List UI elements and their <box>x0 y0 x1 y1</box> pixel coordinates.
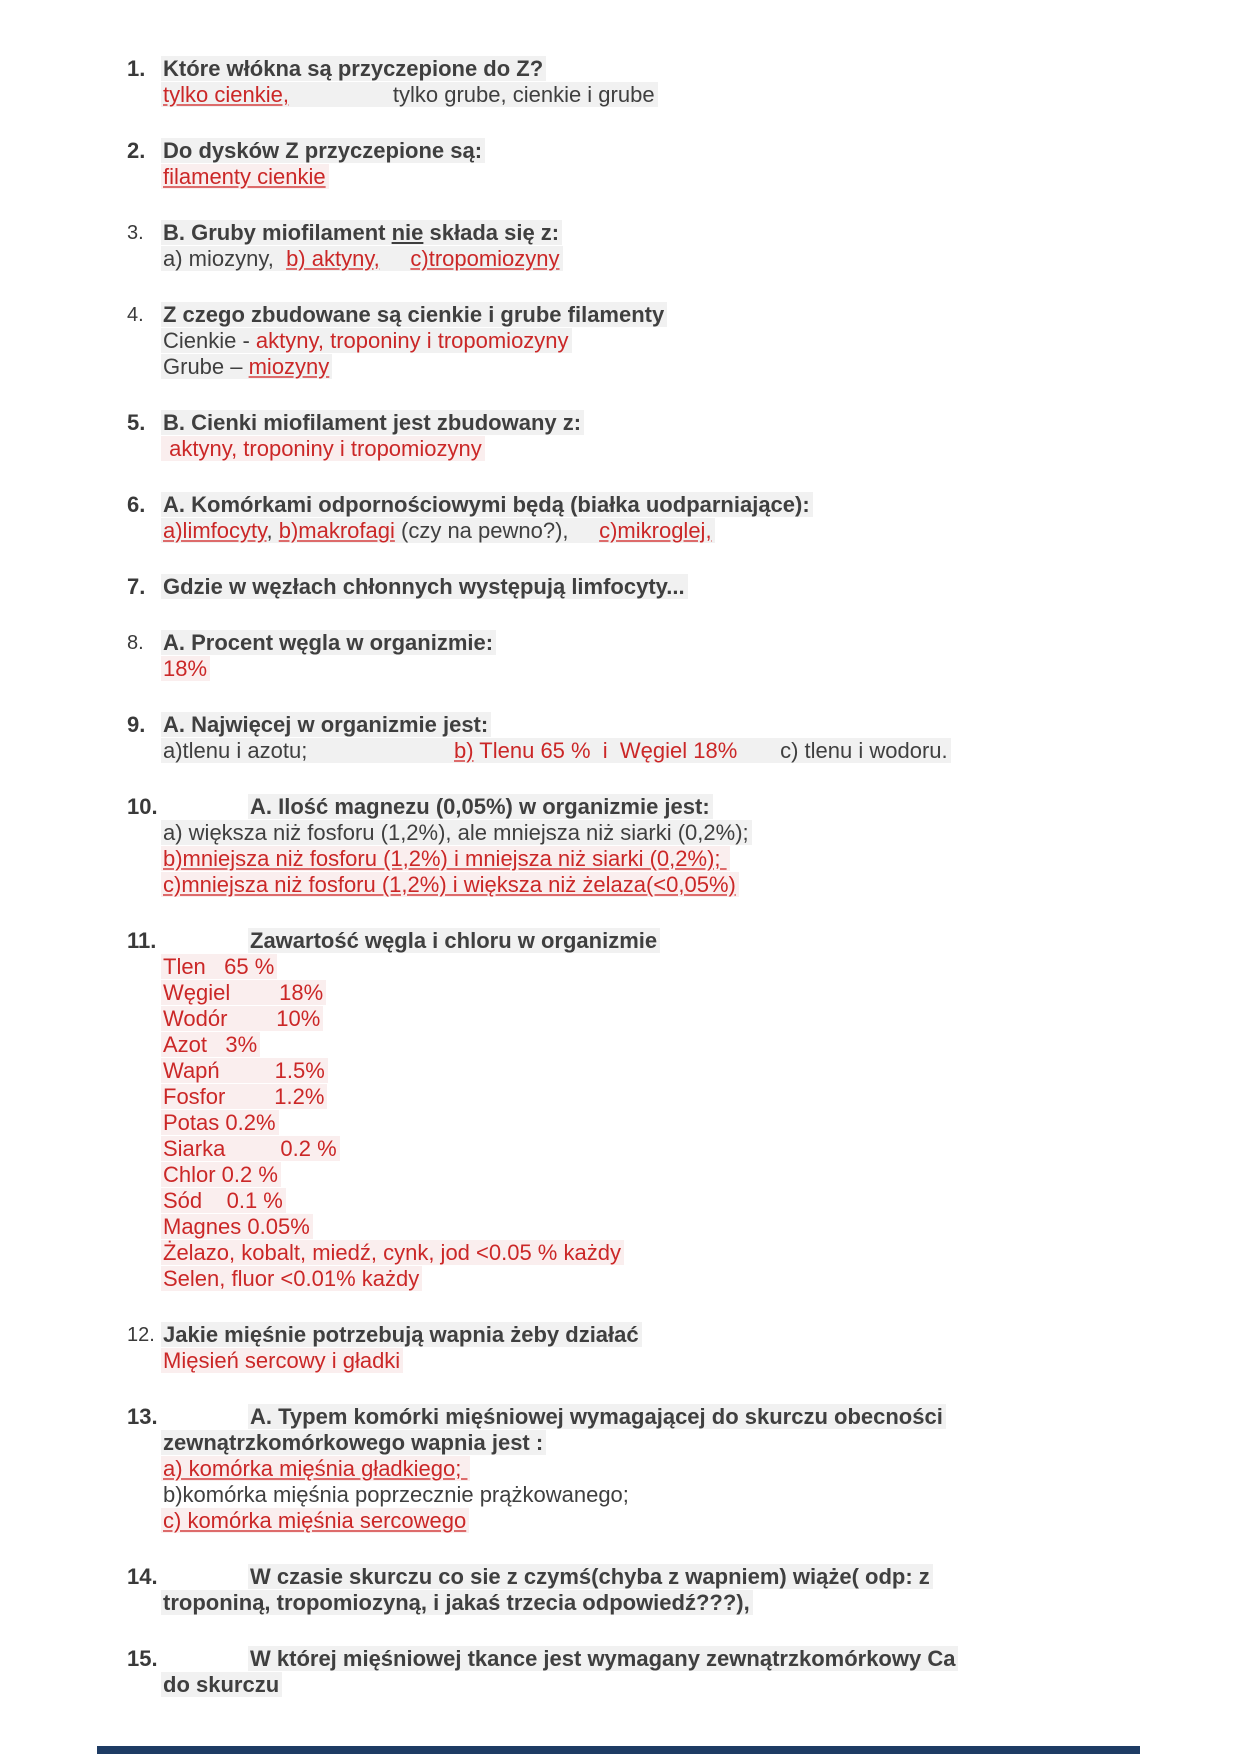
answer-line <box>163 436 482 461</box>
text-line <box>127 738 955 764</box>
text-segment: Jakie mięśnie potrzebują wapnia żeby działać <box>163 1322 639 1347</box>
question-number: 7. <box>127 574 146 599</box>
answer-line <box>163 1482 629 1507</box>
text-line <box>127 302 955 328</box>
answer-line <box>163 328 569 353</box>
answer-line <box>163 1508 466 1533</box>
question-item <box>127 1646 955 1698</box>
text-segment: Z czego zbudowane są cienkie i grube filamenty <box>163 302 665 327</box>
question-number: 2. <box>127 138 146 163</box>
answer-line <box>163 164 326 189</box>
text-line <box>127 1646 955 1672</box>
question-title <box>163 302 664 327</box>
text-line <box>127 1348 955 1374</box>
text-segment: zewnątrzkomórkowego wapnia jest : <box>163 1430 544 1455</box>
question-title <box>163 1430 543 1455</box>
text-line <box>127 1564 955 1590</box>
question-title <box>163 1322 639 1347</box>
text-line <box>127 1240 955 1266</box>
text-line <box>127 954 955 980</box>
answer-line <box>163 1162 278 1187</box>
question-title <box>163 138 482 163</box>
text-segment: A. Typem komórki mięśniowej wymagającej do skurczu obecności <box>250 1404 943 1429</box>
question-number: 6. <box>127 492 146 517</box>
answer-line <box>163 1032 257 1057</box>
text-segment: Żelazo, kobalt, miedź, cynk, jod <0.05 % każdy <box>163 1240 621 1265</box>
text-line <box>127 410 955 436</box>
text-line <box>127 164 955 190</box>
text-segment: c) komórka mięśnia sercowego <box>163 1508 467 1533</box>
question-item <box>127 56 955 108</box>
question-item <box>127 1564 955 1616</box>
text-line <box>127 1430 955 1456</box>
text-line <box>127 712 955 738</box>
question-item <box>127 138 955 190</box>
text-segment: Magnes 0.05% <box>163 1214 310 1239</box>
question-title <box>163 410 581 435</box>
text-line <box>127 246 955 272</box>
answer-line <box>163 1188 283 1213</box>
text-segment: Gdzie w węzłach chłonnych występują limfocyty... <box>163 574 685 599</box>
question-number: 13. <box>127 1404 158 1429</box>
text-line <box>127 1110 955 1136</box>
answer-line <box>163 354 329 379</box>
text-segment <box>737 738 780 763</box>
question-title <box>250 928 657 953</box>
text-segment: tylko cienkie, <box>163 82 289 107</box>
question-item <box>127 1404 955 1534</box>
text-segment <box>289 82 393 107</box>
answer-line <box>163 1058 325 1083</box>
question-number: 14. <box>127 1564 158 1589</box>
text-segment: filamenty cienkie <box>163 164 326 189</box>
text-segment: , <box>266 518 279 543</box>
text-segment: Sód 0.1 % <box>163 1188 283 1213</box>
text-segment: W której mięśniowej tkance jest wymagany zewnątrzkomórkowy Ca <box>250 1646 956 1671</box>
question-number: 10. <box>127 794 158 819</box>
question-title <box>163 712 488 737</box>
text-segment: B. Cienki miofilament jest zbudowany z: <box>163 410 582 435</box>
text-line <box>127 220 955 246</box>
text-segment: składa się z: <box>423 220 560 245</box>
question-title <box>250 1404 943 1429</box>
text-segment: c)mikroglej, <box>599 518 712 543</box>
text-segment: Fosfor 1.2% <box>163 1084 325 1109</box>
text-segment: c) tlenu i wodoru. <box>780 738 948 763</box>
text-segment: a)limfocyty <box>163 518 267 543</box>
answer-line <box>163 656 207 681</box>
text-line <box>127 574 955 600</box>
question-item <box>127 630 955 682</box>
text-line <box>127 1508 955 1534</box>
text-line <box>127 436 955 462</box>
text-line <box>127 1214 955 1240</box>
answer-line <box>163 980 323 1005</box>
text-segment: 18% <box>163 656 208 681</box>
text-segment: tylko grube, cienkie i grube <box>392 82 655 107</box>
answer-line <box>163 1240 621 1265</box>
text-segment: W czasie skurczu co sie z czymś(chyba z wapniem) wiąże( odp: z <box>250 1564 930 1589</box>
answer-line <box>163 1084 324 1109</box>
text-line <box>127 820 955 846</box>
answer-line <box>163 1110 276 1135</box>
text-segment: A. Komórkami odpornościowymi będą (białka uodparniające): <box>163 492 810 517</box>
question-number: 15. <box>127 1646 158 1671</box>
text-line <box>127 1162 955 1188</box>
answer-line <box>163 846 727 871</box>
text-line <box>127 1188 955 1214</box>
question-number: 12. <box>127 1324 155 1346</box>
question-title <box>163 1590 750 1615</box>
text-segment: b)komórka mięśnia poprzecznie prążkowanego; <box>163 1482 629 1507</box>
text-segment: Azot 3% <box>163 1032 258 1057</box>
text-line <box>127 794 955 820</box>
question-title <box>163 1672 279 1697</box>
question-title <box>250 794 710 819</box>
text-segment <box>380 246 411 271</box>
text-segment: B. Gruby miofilament <box>163 220 392 245</box>
questions <box>127 56 955 1728</box>
question-number: 8. <box>127 632 144 654</box>
text-segment: a) miozyny, <box>163 246 287 271</box>
text-line <box>127 630 955 656</box>
question-item <box>127 1322 955 1374</box>
text-segment: Do dysków Z przyczepione są: <box>163 138 483 163</box>
answer-line <box>163 954 274 979</box>
text-line <box>127 928 955 954</box>
text-segment: b)mniejsza niż fosforu (1,2%) i mniejsza niż siarki (0,2%); <box>163 846 727 871</box>
text-line <box>127 1058 955 1084</box>
text-segment: Chlor 0.2 % <box>163 1162 278 1187</box>
text-segment: miozyny <box>248 354 330 379</box>
text-segment: Potas 0.2% <box>163 1110 276 1135</box>
text-line <box>127 56 955 82</box>
question-item <box>127 220 955 272</box>
text-line <box>127 846 955 872</box>
text-segment: a)tlenu i azotu; <box>163 738 308 763</box>
text-line <box>127 980 955 1006</box>
text-line <box>127 1084 955 1110</box>
question-item <box>127 928 955 1292</box>
answer-line <box>163 1266 419 1291</box>
text-segment: b)makrofagi <box>278 518 395 543</box>
text-line <box>127 518 955 544</box>
answer-line <box>163 518 712 543</box>
text-segment: nie <box>391 220 424 245</box>
text-segment: Tlenu 65 % i Węgiel 18% <box>473 738 738 763</box>
text-segment: c)tropomiozyny <box>410 246 560 271</box>
question-title <box>163 220 559 245</box>
text-line <box>127 1032 955 1058</box>
question-number: 9. <box>127 712 146 737</box>
answer-line <box>163 1456 467 1481</box>
question-item <box>127 302 955 380</box>
text-segment: A. Najwięcej w organizmie jest: <box>163 712 489 737</box>
text-line <box>127 872 955 898</box>
text-segment: Siarka 0.2 % <box>163 1136 337 1161</box>
text-line <box>127 1590 955 1616</box>
question-number: 4. <box>127 304 144 326</box>
text-line <box>127 1482 955 1508</box>
text-segment: Tlen 65 % <box>163 954 275 979</box>
text-line <box>127 656 955 682</box>
text-segment: Które włókna są przyczepione do Z? <box>163 56 544 81</box>
text-line <box>127 138 955 164</box>
question-number: 3. <box>127 222 144 244</box>
question-title <box>250 1564 930 1589</box>
text-line <box>127 1322 955 1348</box>
text-segment <box>307 738 454 763</box>
text-line <box>127 1672 955 1698</box>
text-segment: c)mniejsza niż fosforu (1,2%) i większa niż żelaza(<0,05%) <box>163 872 736 897</box>
question-title <box>163 630 493 655</box>
text-segment: Wapń 1.5% <box>163 1058 325 1083</box>
answer-line <box>163 738 948 763</box>
text-segment: a) komórka mięśnia gładkiego; <box>163 1456 468 1481</box>
text-line <box>127 328 955 354</box>
text-segment: b) aktyny, <box>286 246 380 271</box>
text-segment: a) większa niż fosforu (1,2%), ale mniejsza niż siarki (0,2%); <box>163 820 749 845</box>
text-line <box>127 82 955 108</box>
question-number: 1. <box>127 56 146 81</box>
answer-line <box>163 246 560 271</box>
question-item <box>127 574 955 600</box>
question-number: 5. <box>127 410 146 435</box>
text-line <box>127 354 955 380</box>
question-title <box>163 492 810 517</box>
text-segment: Selen, fluor <0.01% każdy <box>163 1266 420 1291</box>
question-number: 11. <box>127 928 157 953</box>
text-line <box>127 1136 955 1162</box>
question-title <box>163 56 543 81</box>
answer-line <box>163 820 749 845</box>
answer-line <box>163 82 655 107</box>
text-segment: Cienkie - <box>163 328 256 353</box>
text-line <box>127 1006 955 1032</box>
answer-line <box>163 1136 337 1161</box>
answer-line <box>163 1348 400 1373</box>
text-segment: Wodór 10% <box>163 1006 321 1031</box>
text-segment: Zawartość węgla i chloru w organizmie <box>250 928 658 953</box>
text-segment: do skurczu <box>163 1672 280 1697</box>
text-segment: (czy na pewno?), <box>394 518 600 543</box>
text-line <box>127 1266 955 1292</box>
question-title <box>163 574 685 599</box>
text-segment: A. Ilość magnezu (0,05%) w organizmie jest: <box>250 794 710 819</box>
answer-line <box>163 1214 310 1239</box>
text-line <box>127 1404 955 1430</box>
text-segment: Mięsień sercowy i gładki <box>163 1348 401 1373</box>
text-segment: troponiną, tropomiozyną, i jakaś trzecia odpowiedź???), <box>163 1590 750 1615</box>
question-title <box>250 1646 955 1671</box>
text-segment: A. Procent węgla w organizmie: <box>163 630 494 655</box>
text-line <box>127 492 955 518</box>
text-line <box>127 1456 955 1482</box>
text-segment: Węgiel 18% <box>163 980 324 1005</box>
text-segment: Grube – <box>163 354 249 379</box>
question-item <box>127 794 955 898</box>
text-segment: aktyny, troponiny i tropomiozyny <box>255 328 569 353</box>
question-item <box>127 410 955 462</box>
text-segment: b) <box>454 738 474 763</box>
text-segment: aktyny, troponiny i tropomiozyny <box>163 436 482 461</box>
question-item <box>127 492 955 544</box>
bottom-navy-bar <box>97 1746 1140 1754</box>
answer-line <box>163 1006 320 1031</box>
question-item <box>127 712 955 764</box>
answer-line <box>163 872 736 897</box>
